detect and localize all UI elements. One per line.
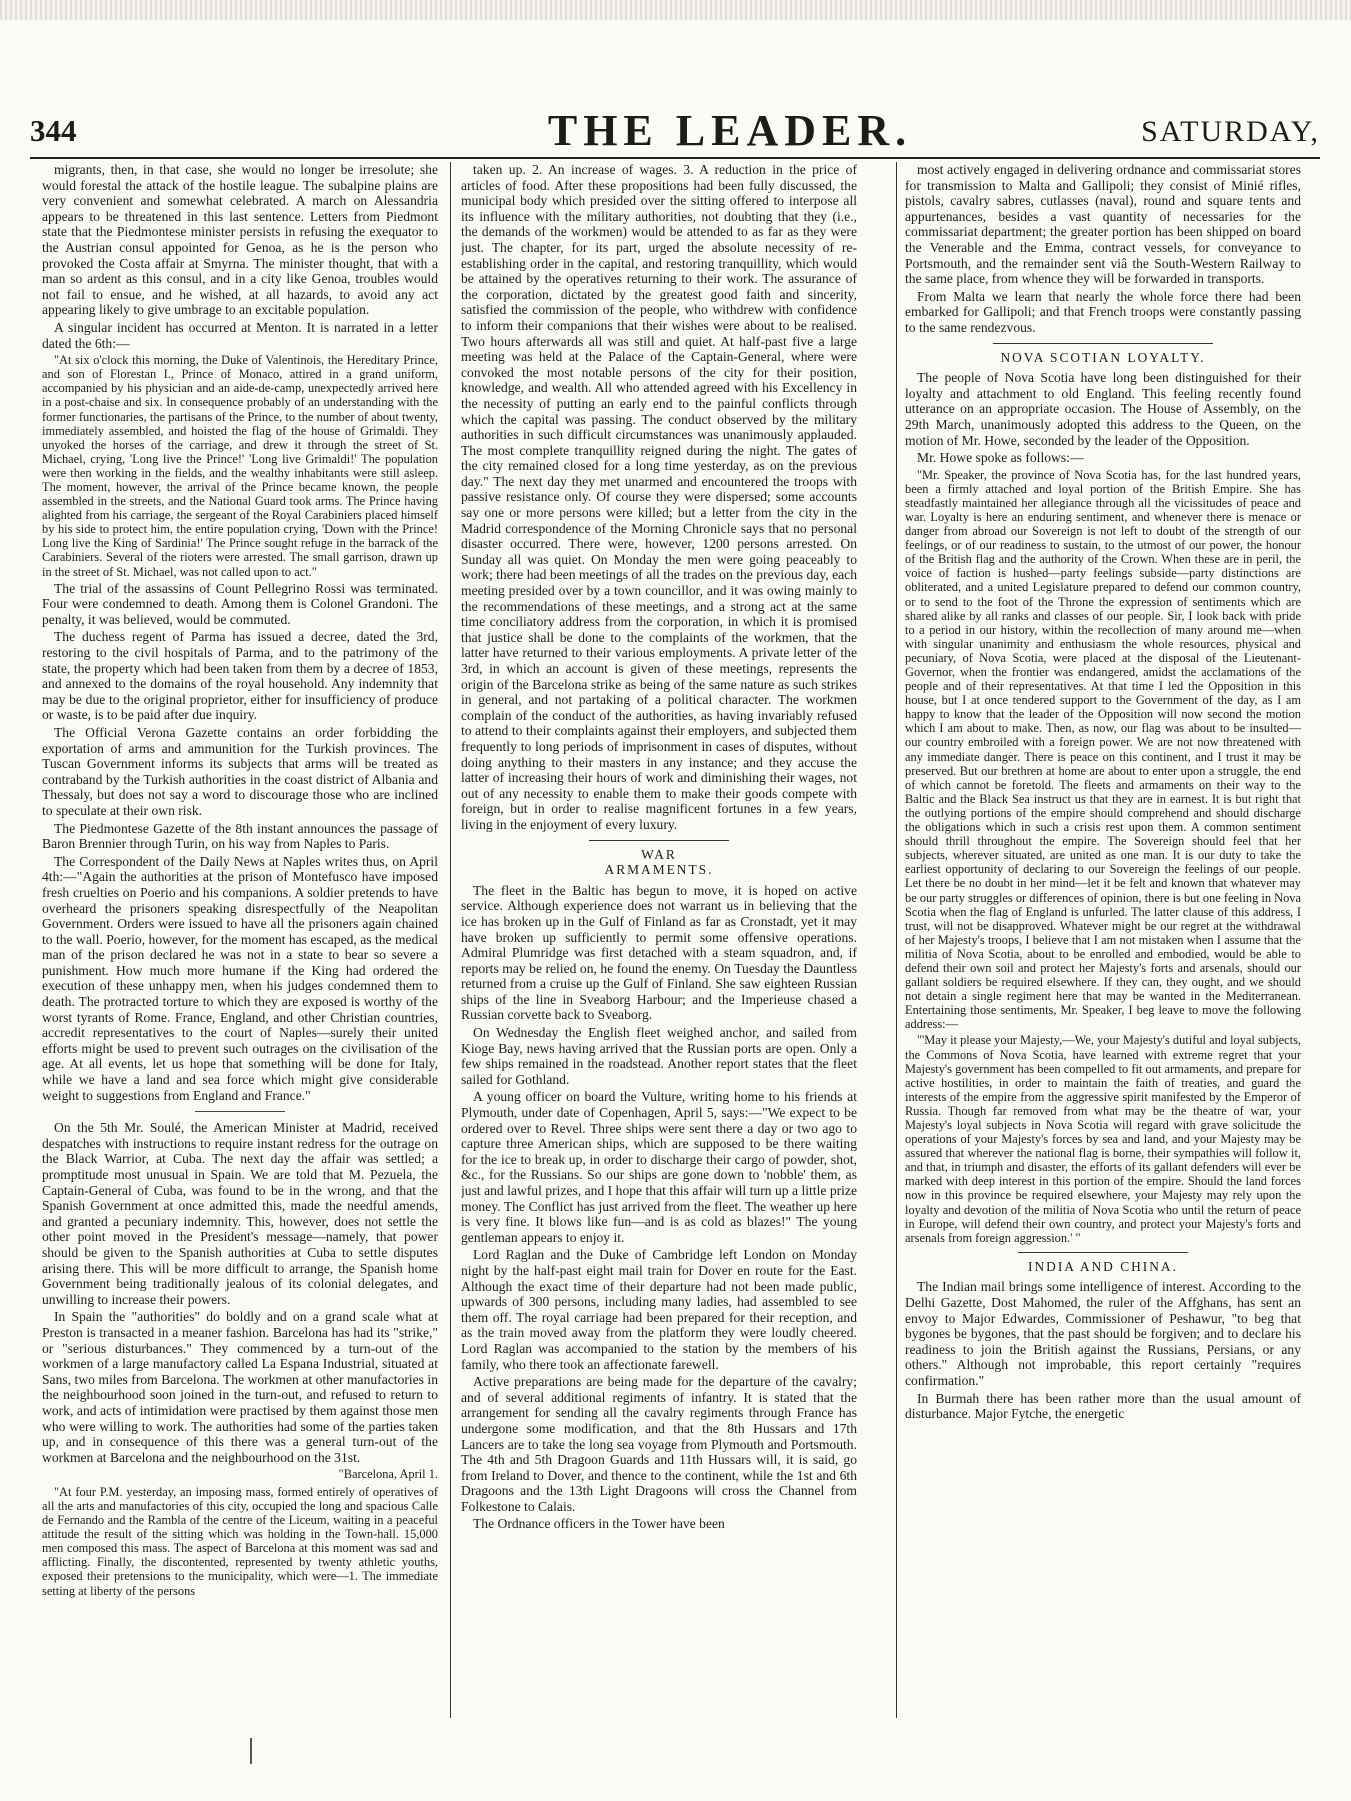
paragraph: A singular incident has occurred at Menton. It is narrated in a letter dated the 6th:— <box>42 319 438 351</box>
section-heading-war-armaments: WAR ARMAMENTS. <box>589 840 729 878</box>
paragraph: most actively engaged in delivering ordnance and commissariat stores for transmission to Malta and Gallipoli; they consist of Minié rifles, pistols, cavalry sabres, cutlasses (naval), round and square tents and appurtenances, besides a vast quantity of necessaries for the commissariat department; the greater portion has been shipped on board the Venerable and the Emma, contract vessels, for conveyance to Portsmouth, and the remainder sent viâ the South-Western Railway to the same place, from whence they will be forwarded in transports. <box>905 162 1301 287</box>
column-3 <box>905 162 1301 1718</box>
quoted-paragraph: "At six o'clock this morning, the Duke of Valentinois, the Hereditary Prince, and son of Florestan I., Prince of Monaco, attired in a grand uniform, accompanied by his physician and an aide-de-camp, unexpectedly arrived here in a post-chaise and six. In consequence probably of an understanding with the former functionaries, the partisans of the Prince, to the number of about twenty, immediately assembled, and hoisted the flag of the house of Grimaldi. They unyoked the horses of the carriage, and drew it through the street of St. Michael, crying, 'Long live the Prince!' 'Long live Grimaldi!' The population were then working in the fields, and the wealthy inhabitants were still asleep. The moment, however, the arrival of the Prince became known, the people assembled in the streets, and the National Guard took arms. The Prince having alighted from his carriage, the sergeant of the Royal Carabiniers placed himself by his side to protect him, the entire population crying, 'Down with the Prince! Long live the King of Sardinia!' The Prince sought refuge in the barrack of the Carabiniers. Several of the rioters were arrested. The small garrison, drawn up in the street of St. Michael, was not called upon to act." <box>42 353 438 579</box>
paragraph: In Burmah there has been rather more than the usual amount of disturbance. Major Fytche, the energetic <box>905 1390 1301 1422</box>
page-header <box>30 105 1320 155</box>
column-1 <box>42 162 438 1718</box>
quoted-paragraph: "At four P.M. yesterday, an imposing mass, formed entirely of operatives of all the arts and manufactories of this city, occupied the long and spacious Calle de Fernando and the Rambla of the centre of the Liceum, waiting in a peaceful attitude the result of the sitting which was holding in the Town-hall. 15,000 men composed this mass. The aspect of Barcelona at this moment was sad and afflicting. Finally, the discontented, represented by twenty athletic youths, exposed their pretensions to the municipality, which were—1. The immediate setting at liberty of the persons <box>42 1484 438 1598</box>
paragraph: Active preparations are being made for the departure of the cavalry; and of several additional regiments of infantry. It is stated that the arrangement for sending all the cavalry regiments through France has undergone some modification, and that the 8th Hussars and 17th Lancers are to take the long sea voyage from Plymouth and Portsmouth. The 4th and 5th Dragoon Guards and 11th Hussars will, it is said, go from Ireland to Dover, and thence to the continent, while the 1st and 6th Dragoons and the 13th Light Dragoons will cross the Channel from Folkestone to Calais. <box>461 1374 857 1514</box>
column-divider <box>896 162 897 1718</box>
paragraph: From Malta we learn that nearly the whole force there had been embarked for Gallipoli; and that French troops were constantly passing to the same rendezvous. <box>905 288 1301 335</box>
paragraph: The Indian mail brings some intelligence of interest. According to the Delhi Gazette, Dost Mahomed, the ruler of the Affghans, has sent an envoy to Major Edwardes, Commissioner of Peshawur, "to beg that bygones be bygones, that the past should be forgiven; and to declare his readiness to join the British against the Russians, Persians, or any others." Although not improbable, this report certainly "requires confirmation." <box>905 1279 1301 1388</box>
paragraph: The Piedmontese Gazette of the 8th instant announces the passage of Baron Brennier through Turin, on his way from Naples to Paris. <box>42 820 438 852</box>
paragraph: Lord Raglan and the Duke of Cambridge left London on Monday night by the half-past eight mail train for Dover en route for the East. Although the exact time of their departure had not been made public, upwards of 300 persons, including many ladies, had assembled to see them off. The royal carriage had been prepared for their reception, and as the train moved away from the platform they were loudly cheered. Lord Raglan was accompanied to the station by the members of his family, who there took an affectionate farewell. <box>461 1247 857 1372</box>
paragraph: The Correspondent of the Daily News at Naples writes thus, on April 4th:—"Again the authorities at the prison of Montefusco have imposed fresh cruelties on Poerio and his companions. A soldier pretends to have overheard the prisoners speaking disrespectfully of the Neapolitan Government. Orders were issued to have all the prisoners again chained to the wall. Poerio, however, for the moment has escaped, as the medical man of the prison declared he was not in a state to bear so severe a punishment. How much more humane if the King had ordered the execution of these unhappy men, when his judges condemned them to death. The protracted torture to which they are exposed is worthy of the worst tyrants of Rome. France, England, and other Christian countries, accredit representatives to the court of Naples—surely their united efforts might be used to prevent such outrages on the civilisation of the age. At all events, let us hope that something will be done for Italy, while we have a land and sea force which might give considerable weight to suggestions from England and France." <box>42 853 438 1103</box>
paragraph: A young officer on board the Vulture, writing home to his friends at Plymouth, under date of Copenhagen, April 5, says:—"We expect to be ordered over to Revel. Three ships were sent there a day or two ago to capture three American ships, which are supposed to be there waiting for the ice to break up, in order to discharge their cargo of powder, shot, &c., for the Russians. So our ships are gone down to 'nobble' them, as just and lawful prizes, and I hope that this affair will turn up a little prize money. The Conflict has just arrived from the fleet. The weather up here is very fine. It blows like fun—and is as cold as blazes!" The young gentleman appears to enjoy it. <box>461 1089 857 1245</box>
paragraph: In Spain the "authorities" do boldly and on a grand scale what at Preston is transacted in a meaner fashion. Barcelona has had its "strike," or "serious disturbances." They commenced by a turn-out of the workmen of a large manufactory called La Espana Industrial, situated at Sans, two miles from Barcelona. The workmen at other manufactories in the neighbourhood soon joined in the turn-out, and refused to return to work, and acts of intimidation were practised by them against those men who were willing to work. The authorities had some of the parties taken up, and in consequence of this there was a general turn-out of the workmen at Barcelona and the neighbourhood on the 31st. <box>42 1309 438 1465</box>
paragraph: taken up. 2. An increase of wages. 3. A reduction in the price of articles of food. After these propositions had been fully discussed, the municipal body which presided over the sitting offered to interpose all its influence with the military authorities, not doubting that they (i.e., the demands of the workmen) would be attended to as far as they were just. The chapter, for its part, urged the absolute necessity of re-establishing order in the capital, and restoring tranquillity, which would be attained by the operatives returning to their work. The assurance of the corporation, dictated by the greatest good faith and sincerity, satisfied the commission of the people, who withdrew with confidence to inform their companions that their wishes were about to be realised. Two hours afterwards all was still and quiet. At half-past five a large meeting was held at the Palace of the Captain-General, where were convoked the most notable persons of the city for their position, knowledge, and wealth. All who attended agreed with his Excellency in the necessity of putting an early end to the painful conflicts through which the capital was passing. The conduct observed by the military authorities in such difficult circumstances was unanimously applauded. The most complete tranquillity reigned during the night. The gates of the city remained closed for a long time yesterday, as on the previous day." The next day they met unarmed and encountered the troops with passive resistance only. Of course they were dispersed; some accounts say one or more persons were killed; but a letter from the city in the Madrid correspondence of the Morning Chronicle says that no personal disaster occurred. There were, however, 1200 persons arrested. On Sunday all was quiet. On Monday the men were going peaceably to work; there had been meetings of all the trades on the previous day, each meeting presided over by a town councillor, and it was owing mainly to the recommendations of these meetings, and a strong act at the same time conciliatory address from the corporation, in which it is promised that justice shall be done to the complaints of the workmen, that the latter have returned to their various employments. A private letter of the 3rd, in which an account is given of these meetings, represents the origin of the Barcelona strike as being of the same nature as such strikes in general, and not partaking of a political character. The workmen complain of the conduct of the authorities, as having invariably refused to attend to their complaints against their employers, and subjected them frequently to long periods of imprisonment in cases of disputes, without doing anything to their masters in any instance; and they accuse the latter of increasing their hours of work and diminishing their wages, not out of any necessity to enable them to make their goods compete with foreign, but in order to realise magnificent fortunes in a few years, living in the enjoyment of every luxury. <box>461 162 857 832</box>
paragraph: The Ordnance officers in the Tower have been <box>473 1516 725 1532</box>
paragraph: The Official Verona Gazette contains an order forbidding the exportation of arms and ammunition for the Turkish provinces. The Tuscan Government informs its subjects that arms will be treated as contraband by the Turkish authorities in the coast district of Albania and Thessaly, but does not say a word to discourage those who are inclined to speculate at their own risk. <box>42 724 438 818</box>
paragraph: The duchess regent of Parma has issued a decree, dated the 3rd, restoring to the civil hospitals of Parma, and to the patrimony of the state, the property which had been taken from them by a decree of 1853, and annexed to the domains of the royal household. Any indemnity that may be due to the original proprietor, either for insufficiency of produce or waste, is to be paid after due inquiry. <box>42 629 438 723</box>
scan-edge-band <box>0 0 1351 20</box>
column-2 <box>461 162 857 1718</box>
paragraph: The fleet in the Baltic has begun to move, it is hoped on active service. Although experience does not warrant us in believing that the ice has broken up in the Gulf of Finland as far as Cronstadt, yet it may have broken up sufficiently to permit some offensive operations. Admiral Plumridge was first detached with a steam squadron, and, if reports may be relied on, he found the enemy. On Tuesday the Dauntless returned from a cruise up the Gulf of Finland. She saw eighteen Russian ships of the line in Sveaborg Harbour; and the Imperieuse chased a Russian corvette back to Sveaborg. <box>461 882 857 1023</box>
quoted-paragraph: "'May it please your Majesty,—We, your Majesty's dutiful and loyal subjects, the Commons of Nova Scotia, have learned with extreme regret that your Majesty's government has been compelled to fit out armaments, and prepare for active hostilities, in order to maintain the faith of treaties, and guard the interests of the empire from the aggressive spirit manifested by the Emperor of Russia. Though far removed from what may be the theatre of war, your Majesty's loyal subjects in Nova Scotia will regard with grave solicitude the operations of your Majesty's forces by sea and land, and your Majesty may be assured that wherever the national flag is borne, their sympathies will follow it, and that, in triumph and disaster, the efforts of its gallant defenders will ever be marked with deep interest in this portion of the empire. Should the land forces now in this province be required elsewhere, your Majesty may rely upon the loyalty and devotion of the militia of Nova Scotia who until the return of peace in Europe, will defend their own country, and protect your Majesty's forts and arsenals from foreign aggression.' " <box>905 1033 1301 1245</box>
paragraph: The people of Nova Scotia have long been distinguished for their loyalty and attachment to old England. This feeling recently found utterance on an appropriate occasion. The House of Assembly, on the 29th March, unanimously adopted this address to the Queen, on the motion of Mr. Howe, seconded by the leader of the Opposition. <box>905 370 1301 448</box>
quoted-paragraph: "Mr. Speaker, the province of Nova Scotia has, for the last hundred years, been a firmly attached and loyal portion of the British Empire. She has steadfastly maintained her allegiance through all the vicissitudes of peace and war. Loyalty is here an enduring sentiment, and whenever there is menace or danger from abroad our Sovereign is not left to doubt of the strength of our feelings, or of our readiness to sustain, to the utmost of our power, the honour of the British flag and the authority of the Crown. When these are in peril, the voice of faction is hushed—party feelings subside—party distinctions are obliterated, and a united Legislature prepared to defend our common country, or to send to the foot of the Throne the expression of sentiments which are shared alike by all ranks and classes of our people. Sir, I look back with pride to a period in our history, within the recollection of many around me—when with singular unanimity and enthusiasm the whole resources, physical and pecuniary, of Nova Scotia, were placed at the disposal of the Lieutenant-Governor, when the frontier was endangered, amidst the acclamations of the people and of their representatives. At that time I led the Opposition in this house, but I at once tendered support to the Government of the day, as I am happy to know that the leader of the Opposition will now second the motion which I am about to make. Then, as now, our flag was about to be insulted—our country embroiled with a foreign power. We are not now threatened with any immediate danger. There is peace on this continent, and I trust it may be preserved. But our brethren at home are about to enter upon a struggle, the end of which cannot be foretold. The fleets and armaments on their way to the Baltic and the Black Sea instruct us that they are in earnest. It is but right that the outlying portions of the empire should comprehend and should discharge the obligations which in such a crisis rest upon them. A common sentiment should thrill throughout the empire. The Sovereign should feel that her subjects, wherever situated, are united as one man. It is our duty to take the earliest opportunity of declaring to our Sovereign the feelings of our people. Let there be no doubt in her mind—let it be felt and known that whatever may be our party struggles or differences of opinion, there is but one feeling in Nova Scotia when the flag of England is unfurled. The latter clause of this address, I trust, will not be disapproved. Whatever might be our regret at the withdrawal of her Majesty's troops, I believe that I am not mistaken when I assume that the militia of Nova Scotia, about to be enrolled and embodied, would be able to defend their own soil and protect her Majesty's forts and arsenals, should our gallant soldiers be required elsewhere. If they can, they ought, and we should not detain a single regiment here that may be wanted in the Mediterranean. Entertaining those sentiments, Mr. Speaker, I beg leave to move the following address:— <box>905 467 1301 1032</box>
paragraph: On Wednesday the English fleet weighed anchor, and sailed from Kioge Bay, news having arrived that the Russian ports are open. Only a few ships remained in the roadstead. Another report states that the fleet sailed for Gothland. <box>461 1025 857 1087</box>
paragraph: The trial of the assassins of Count Pellegrino Rossi was terminated. Four were condemned to death. Among them is Colonel Grandoni. The penalty, it was believed, would be commuted. <box>42 580 438 627</box>
paragraph: Mr. Howe spoke as follows:— <box>917 450 1084 466</box>
header-day: SATURDAY, <box>1141 115 1320 148</box>
column-divider <box>450 162 451 1718</box>
page-number: 344 <box>30 113 77 148</box>
section-heading-nova-scotian-loyalty: NOVA SCOTIAN LOYALTY. <box>993 343 1213 366</box>
header-rule <box>30 157 1320 159</box>
paragraph: On the 5th Mr. Soulé, the American Minister at Madrid, received despatches with instructions to require instant redress for the outrage on the Black Warrior, at Cuba. The next day the affair was settled; a promptitude most unusual in Spain. We are told that M. Pezuela, the Captain-General of Cuba, was found to be in the wrong, and that the Spanish Government at once admitted this, made the needful amends, and granted a pecuniary indemnity. This, however, does not settle the other point moved in the President's message—namely, that power should be given to the Spanish authorities at Cuba to settle disputes arising there. This will be more difficult to arrange, the Spanish home Government being traditionally jealous of its colonial delegates, and unwilling to increase their powers. <box>42 1120 438 1307</box>
paragraph: migrants, then, in that case, she would no longer be irresolute; she would forestal the attack of the hostile league. The subalpine plains are very convenient and somewhat celebrated. A march on Alessandria appears to be threatened in this last sentence. Letters from Piedmont state that the Piedmontese minister persists in refusing the exequator to the Austrian consul appointed for Genoa, as he is the person who provoked the Costa affair at Smyrna. The minister thought, that with a man so ardent as this consul, and in a city like Genoa, troubles would not fail to ensue, and he wished, at all hazards, to avoid any act appearing likely to give umbrage to an excitable population. <box>42 162 438 318</box>
section-separator <box>195 1111 285 1112</box>
dateline: "Barcelona, April 1. <box>338 1467 438 1482</box>
section-heading-india-and-china: INDIA AND CHINA. <box>1018 1252 1188 1275</box>
masthead-title: THE LEADER. <box>547 106 913 155</box>
scan-mark <box>250 1738 252 1764</box>
